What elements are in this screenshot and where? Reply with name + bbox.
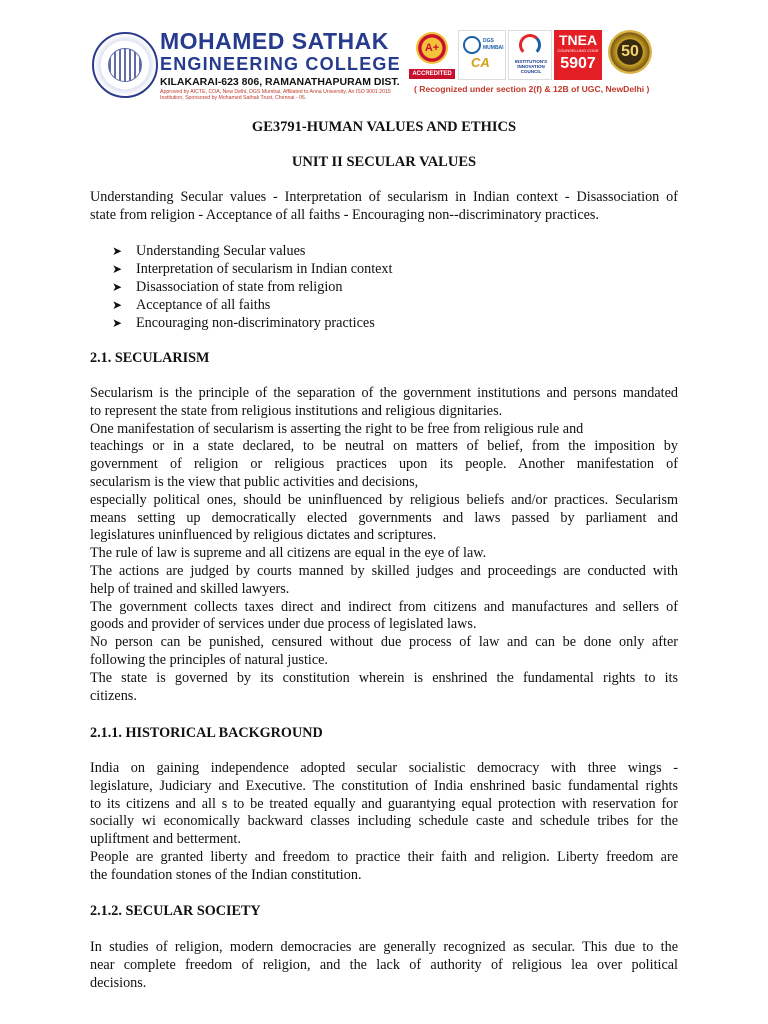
text-line: near complete freedom of religion, and the lack of authority of religious lea over political [90, 956, 678, 973]
text-line: India on gaining independence adopted secular socialistic democracy with three wings - [90, 760, 678, 776]
list-item-text: Encouraging non-discriminatory practices [136, 315, 375, 331]
text-line: following the principles of natural justice. [90, 651, 328, 668]
section-heading-secular-society: 2.1.2. SECULAR SOCIETY [90, 903, 261, 919]
secular-society-paragraph [90, 939, 678, 992]
text-line: legislature, Judiciary and Executive. The constitution of India enshrined basic fundamental rights [90, 777, 678, 794]
list-item-text: Disassociation of state from religion [136, 279, 343, 295]
coa-mark: CA [471, 55, 490, 70]
list-item-text: Acceptance of all faiths [136, 297, 271, 313]
dgs-line2: MUMBAI [483, 45, 504, 51]
text-line: The state is governed by its constitution wherein is enshrined the fundamental rights to its [90, 669, 678, 686]
text-line: goods and provider of services under due process of legislated laws. [90, 616, 477, 633]
text-line: state from religion - Acceptance of all faiths - Encouraging non--discriminatory practices. [90, 206, 599, 223]
list-item-text: Understanding Secular values [136, 243, 306, 259]
section-heading-historical: 2.1.1. HISTORICAL BACKGROUND [90, 725, 323, 741]
text-line: teachings or in a state declared, to be neutral on matters of belief, from the imposition by [90, 438, 678, 455]
text-line: Understanding Secular values - Interpretation of secularism in Indian context - Disassociation of [90, 189, 678, 205]
text-line: government of religion or religious practices upon its people. Another manifestation of [90, 456, 678, 473]
iic-logo-icon [519, 34, 541, 56]
arrow-bullet-icon: ➤ [112, 262, 123, 276]
naac-label: ACCREDITED [409, 69, 455, 79]
text-line: People are granted liberty and freedom to practice their faith and religion. Liberty freedom are [90, 848, 678, 865]
intro-paragraph [90, 189, 678, 225]
text-line: decisions. [90, 974, 147, 991]
list-item [112, 314, 392, 332]
unit-title: UNIT II SECULAR VALUES [291, 154, 477, 170]
college-seal-logo [92, 32, 158, 98]
college-address: KILAKARAI-623 806, RAMANATHAPURAM DIST. [160, 76, 400, 88]
dgs-badge [458, 30, 506, 80]
text-line: socially wi economically backward classes including schedule caste and schedule tribes for the [90, 813, 678, 830]
text-line: help of trained and skilled lawyers. [90, 580, 290, 597]
arrow-bullet-icon: ➤ [112, 280, 123, 294]
text-line: legislatures uninfluenced by religious dictates and scriptures. [90, 527, 437, 544]
arrow-bullet-icon: ➤ [112, 298, 123, 312]
text-line: The government collects taxes direct and indirect from citizens and manufactures and sellers of [90, 598, 678, 615]
list-item [112, 296, 392, 314]
iic-badge [508, 30, 552, 80]
naac-badge [408, 30, 456, 80]
text-line: to its citizens and all s to be treated equally and guarantying equal protection with reservation for [90, 795, 678, 812]
text-line: especially political ones, should be uninfluenced by religious beliefs and/or practices. Secularism [90, 491, 678, 508]
text-line: Secularism is the principle of the separation of the government institutions and persons mandated [90, 385, 678, 401]
text-line: The rule of law is supreme and all citizens are equal in the eye of law. [90, 545, 487, 562]
iic-label: INSTITUTION'S INNOVATION COUNCIL [514, 59, 548, 74]
list-item [112, 242, 392, 260]
list-item-text: Interpretation of secularism in Indian context [136, 261, 393, 277]
historical-paragraph [90, 760, 678, 885]
anniversary-badge [604, 30, 656, 80]
list-item [112, 260, 392, 278]
anniversary-medal: 50 [608, 30, 652, 74]
text-line: In studies of religion, modern democracies are generally recognized as secular. This due to the [90, 939, 678, 955]
naac-grade: A+ [416, 32, 448, 64]
ugc-recognition: ( Recognized under section 2(f) & 12B of UGC, NewDelhi ) [414, 84, 650, 94]
college-name: MOHAMED SATHAK [160, 28, 389, 54]
text-line: No person can be punished, censured without due process of law and can be done only after [90, 634, 678, 651]
list-item [112, 278, 392, 296]
arrow-bullet-icon: ➤ [112, 316, 123, 330]
topic-list [112, 242, 392, 332]
college-header [92, 28, 657, 112]
course-title: GE3791-HUMAN VALUES AND ETHICS [251, 119, 517, 135]
text-line: The actions are judged by courts manned by skilled judges and proceedings are conducted with [90, 562, 678, 579]
arrow-bullet-icon: ➤ [112, 244, 123, 258]
tnea-code: 5907 [560, 55, 596, 72]
tnea-sub: COUNSELLING CODE [557, 48, 599, 53]
section-heading-secularism: 2.1. SECULARISM [90, 350, 210, 366]
text-line: to represent the state from religious institutions and religious dignitaries. [90, 402, 503, 419]
text-line: means setting up democratically elected governments and laws passed by parliament and [90, 509, 678, 526]
anchor-icon [463, 36, 481, 54]
college-subtitle: ENGINEERING COLLEGE [160, 54, 401, 74]
secularism-paragraph [90, 385, 678, 705]
tnea-badge [554, 30, 602, 80]
building-icon [108, 48, 142, 82]
dgs-line1: DGS [483, 38, 494, 44]
tnea-label: TNEA [558, 32, 598, 48]
text-line: upliftment and betterment. [90, 831, 241, 848]
college-approval-note: Approved by AICTE, COA, New Delhi, DGS Mumbai, Affiliated to Anna University, An ISO 9001:2015 Institution, Sponsored by Mohamed Sathak Trust, Chennai - 06. [160, 89, 391, 102]
text-line: secularism is the view that public activities and decisions, [90, 473, 419, 490]
text-line: the foundation stones of the Indian constitution. [90, 866, 362, 883]
text-line: One manifestation of secularism is asserting the right to be free from religious rule and [90, 420, 584, 437]
text-line: citizens. [90, 687, 137, 704]
